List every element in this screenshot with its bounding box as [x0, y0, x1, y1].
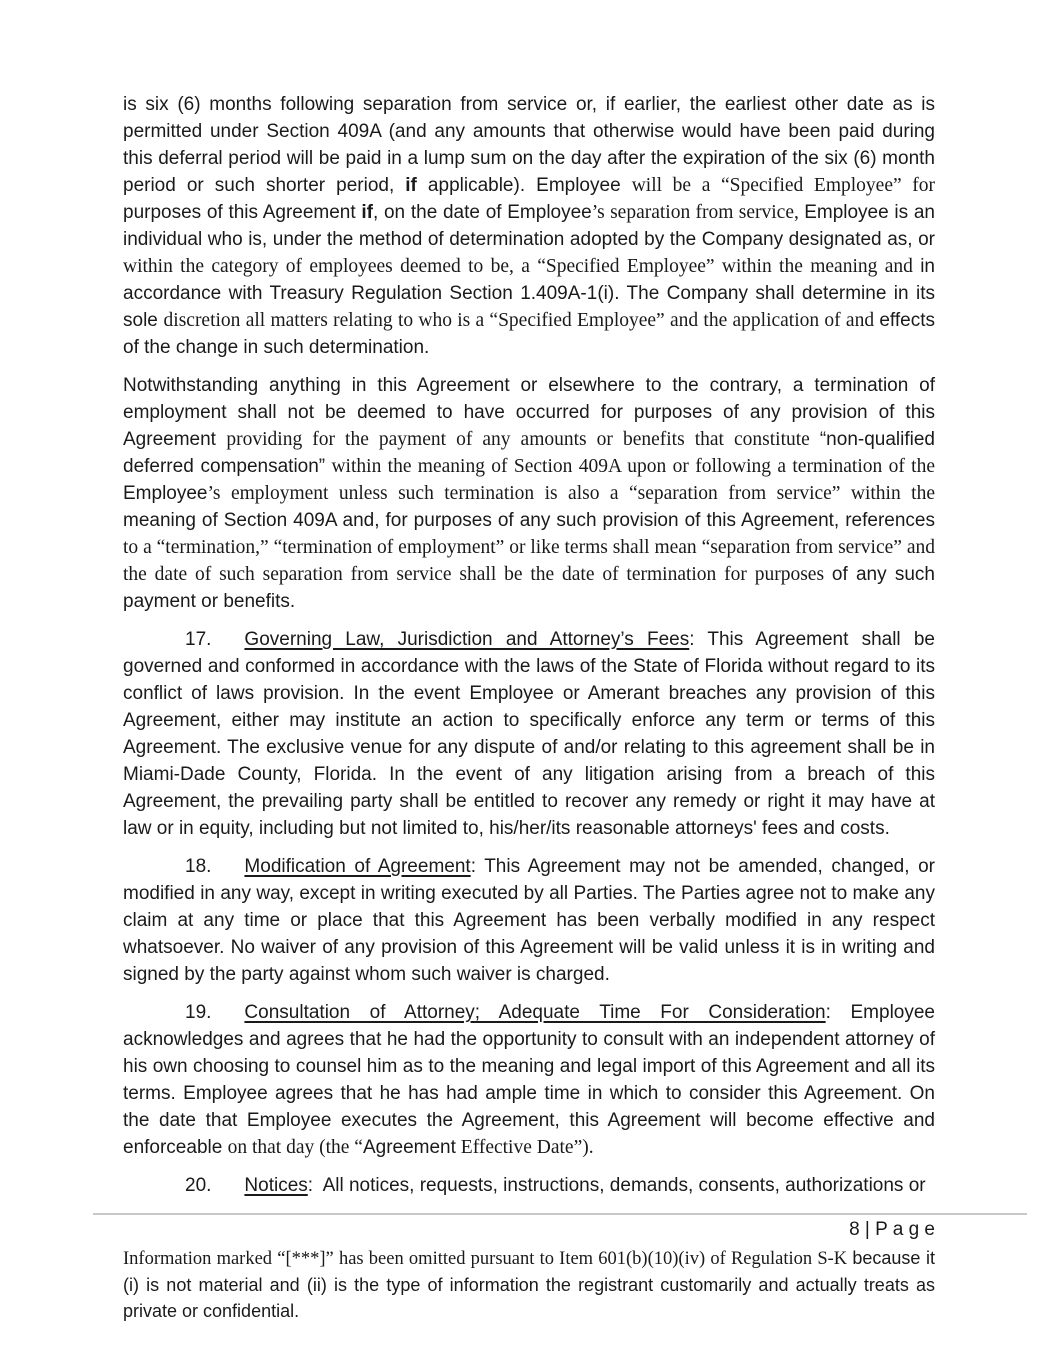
text-run: “non-qualified deferred compensation” — [123, 429, 935, 477]
text-run: applicable). Employee — [416, 175, 632, 196]
page-number: 8 | P a g e — [849, 1219, 935, 1240]
section-number: 19. — [185, 1002, 212, 1023]
text-run: if — [361, 202, 373, 223]
section-heading: Consultation of Attorney; Adequate Time For Consideration — [244, 1002, 826, 1023]
section-heading: Modification of Agreement — [244, 856, 471, 877]
text-run: : This Agreement shall be governed and conformed in accordance with the laws of the State of Florida without regard to its conflict of laws provision. In the event Employee or Amerant breaches any provision of this Agreement, either may institute an action to specifically enforce any term or terms of this Agreement. The exclusive venue for any dispute of and/or relating to this agreement shall be in Miami-Dade County, Florida. In the event of any litigation arising from a breach of this Agreement, the prevailing party shall be entitled to recover any remedy or right it may have at law or in equity, including but not limited to, his/her/its reasonable attorneys' fees and costs. — [123, 629, 935, 839]
section-number: 18. — [185, 856, 212, 877]
section-heading: Notices — [244, 1175, 308, 1196]
section-number: 17. — [185, 629, 212, 650]
text-run: , on the date of Employee — [372, 202, 592, 223]
text-run: Notwithstanding anything in this Agreement or elsewhere to the contrary, a termination of employment shall not be deemed to have occurred for purposes of any provision of this Agreement — [123, 375, 935, 450]
footer-divider — [93, 1213, 1027, 1215]
text-run: ’s employment unless such termination is also a “separation from service” within the — [207, 483, 935, 504]
text-run: on that day (the “ — [227, 1137, 363, 1158]
text-run: : Employee acknowledges and agrees that he had the opportunity to consult with an independent attorney of his own choosing to counsel him as to the meaning and legal import of this Agreement and all its terms. Employee agrees that he has had ample time in which to consider this Agreement. On the date that Employee executes the Agreement, this Agreement will become effective and enforceable — [123, 1002, 935, 1158]
text-run: will be a “Specified Employee” for — [631, 175, 936, 196]
text-run: Employee — [123, 483, 208, 504]
document-body — [123, 91, 935, 1199]
section-20-notices — [123, 1172, 935, 1199]
text-run: purposes of this Agreement — [123, 202, 362, 223]
text-run: in accordance with Treasury Regulation Section 1.409A-1(i). The Company shall determine in its sole — [123, 256, 935, 331]
para-specified-employee — [123, 91, 935, 361]
section-17-governing-law — [123, 626, 935, 842]
text-run: to a “termination,” “termination of employment” or like terms shall mean “separation from service” and the date of such separation from service shall be the date of termination for purposes — [123, 537, 935, 585]
text-run: ’s separation from service, — [591, 202, 805, 223]
text-run: providing for the payment of any amounts or benefits that constitute — [226, 429, 820, 450]
text-run: meaning of Section 409A and, for purposes of any such provision of this Agreement, references — [123, 510, 935, 531]
text-run: Information marked “[***]” has been omitted pursuant to Item 601(b)(10)(iv) of Regulation S-K — [123, 1249, 853, 1269]
text-run: Agreement — [362, 1137, 456, 1158]
text-run: within the meaning of Section 409A upon or following a termination of the — [325, 456, 936, 477]
text-run: Employee is an individual who is, under the method of determination adopted by the Company designated as, or — [123, 202, 935, 250]
section-19-consultation — [123, 999, 935, 1161]
text-run: of any such payment or benefits. — [123, 564, 935, 612]
text-run: if — [405, 175, 417, 196]
section-heading: Governing Law, Jurisdiction and Attorney’s Fees — [244, 629, 690, 650]
section-number: 20. — [185, 1175, 212, 1196]
text-run: effects of the change in such determination. — [123, 310, 935, 358]
text-run: within the category of employees deemed to be, a “Specified Employee” within the meaning and — [123, 256, 921, 277]
text-run: Effective Date”). — [455, 1137, 594, 1158]
text-run: : All notices, requests, instructions, demands, consents, authorizations or — [307, 1175, 926, 1196]
text-run: is six (6) months following separation from service or, if earlier, the earliest other date as is permitted under Section 409A (and any amounts that otherwise would have been paid during this deferral period will be paid in a lump sum on the day after the expiration of the six (6) month period or such shorter period, — [123, 94, 935, 196]
text-run: because it (i) is not material and (ii) is the type of information the registrant customarily and actually treats as private or confidential. — [123, 1248, 935, 1321]
para-termination-409a — [123, 372, 935, 615]
section-18-modification — [123, 853, 935, 988]
text-run: : This Agreement may not be amended, changed, or modified in any way, except in writing executed by all Parties. The Parties agree not to make any claim at any time or place that this Agreement has been verbally modified in any respect whatsoever. No waiver of any provision of this Agreement will be valid unless it is in writing and signed by the party against whom such waiver is charged. — [123, 856, 935, 985]
text-run: discretion all matters relating to who is a “Specified Employee” and the application of and — [163, 310, 880, 331]
footnote — [123, 1245, 935, 1324]
